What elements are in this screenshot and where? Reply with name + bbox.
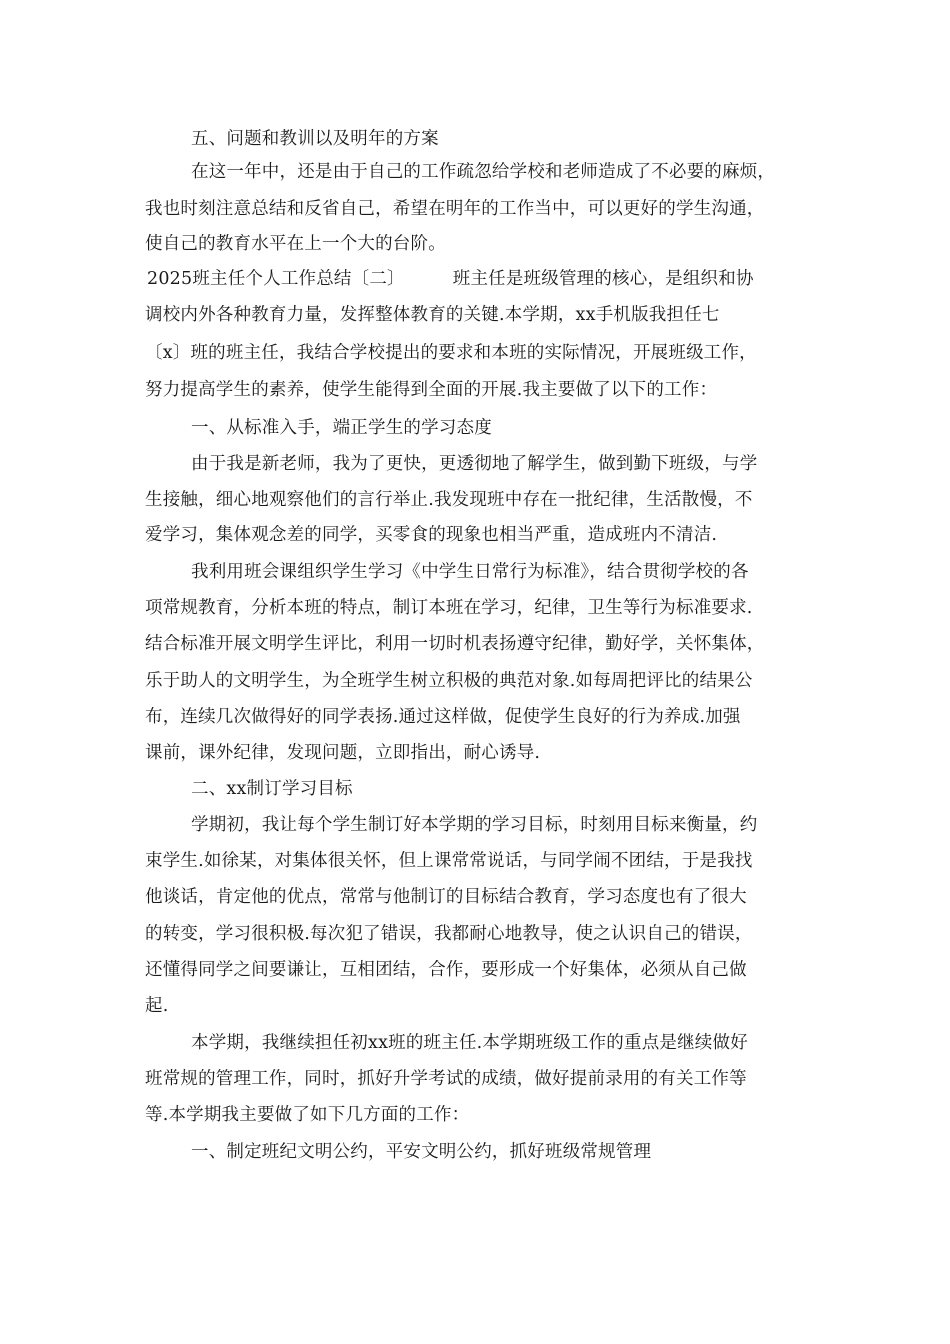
paragraph-line: 由于我是新老师，我为了更快，更透彻地了解学生，做到勤下班级，与学 <box>191 454 758 474</box>
paragraph-line: 生接触，细心地观察他们的言行举止.我发现班中存在一批纪律，生活散慢，不 <box>145 490 753 510</box>
paragraph-line: 布，连续几次做得好的同学表扬.通过这样做，促使学生良好的行为养成.加强 <box>145 707 741 727</box>
paragraph-line: 的转变，学习很积极.每次犯了错误，我都耐心地教导，使之认识自己的错误， <box>145 924 753 944</box>
paragraph-line: 乐于助人的文明学生，为全班学生树立积极的典范对象.如每周把评比的结果公 <box>145 671 753 691</box>
section-heading: 一、从标准入手，端正学生的学习态度 <box>191 418 492 438</box>
paragraph-line: 起. <box>145 996 169 1016</box>
subtitle-line <box>147 267 817 291</box>
document-subtitle: 2025班主任个人工作总结〔二〕 <box>147 269 405 289</box>
paragraph-line: 我利用班会课组织学生学习《中学生日常行为标准》，结合贯彻学校的各 <box>191 562 749 582</box>
paragraph-text: 班主任是班级管理的核心，是组织和协 <box>452 269 754 289</box>
paragraph-line: 努力提高学生的素养，使学生能得到全面的开展.我主要做了以下的工作： <box>145 380 718 400</box>
paragraph-line: 项常规教育，分析本班的特点，制订本班在学习，纪律，卫生等行为标准要求. <box>145 598 753 618</box>
paragraph-line: 爱学习，集体观念差的同学，买零食的现象也相当严重，造成班内不清洁. <box>145 525 718 545</box>
paragraph-line: 我也时刻注意总结和反省自己，希望在明年的工作当中，可以更好的学生沟通， <box>145 199 765 219</box>
paragraph-line: 结合标准开展文明学生评比，利用一切时机表扬遵守纪律，勤好学，关怀集体， <box>145 634 765 654</box>
paragraph-line: 等.本学期我主要做了如下几方面的工作： <box>145 1105 470 1125</box>
paragraph-line: 调校内外各种教育力量，发挥整体教育的关键.本学期，xx手机版我担任七 <box>145 305 720 325</box>
paragraph-line: 本学期，我继续担任初xx班的班主任.本学期班级工作的重点是继续做好 <box>191 1033 748 1053</box>
paragraph-line: 〔x〕班的班主任，我结合学校提出的要求和本班的实际情况，开展班级工作， <box>145 343 757 363</box>
paragraph-line: 在这一年中，还是由于自己的工作疏忽给学校和老师造成了不必要的麻烦， <box>191 162 776 182</box>
section-heading: 五、问题和教训以及明年的方案 <box>191 129 439 149</box>
paragraph-line: 学期初，我让每个学生制订好本学期的学习目标，时刻用目标来衡量，约 <box>191 815 758 835</box>
section-heading: 二、xx制订学习目标 <box>191 779 353 799</box>
paragraph-line: 还懂得同学之间要谦让，互相团结，合作，要形成一个好集体，必须从自己做 <box>145 960 747 980</box>
paragraph-line: 班常规的管理工作，同时，抓好升学考试的成绩，做好提前录用的有关工作等 <box>145 1069 747 1089</box>
paragraph-line: 他谈话，肯定他的优点，常常与他制订的目标结合教育，学习态度也有了很大 <box>145 887 747 907</box>
section-heading: 一、制定班纪文明公约，平安文明公约，抓好班级常规管理 <box>191 1142 652 1162</box>
paragraph-line: 课前，课外纪律，发现问题，立即指出，耐心诱导. <box>145 743 541 763</box>
paragraph-line: 使自己的教育水平在上一个大的台阶。 <box>145 234 446 254</box>
paragraph-line: 束学生.如徐某，对集体很关怀，但上课常常说话，与同学闹不团结，于是我找 <box>145 851 753 871</box>
